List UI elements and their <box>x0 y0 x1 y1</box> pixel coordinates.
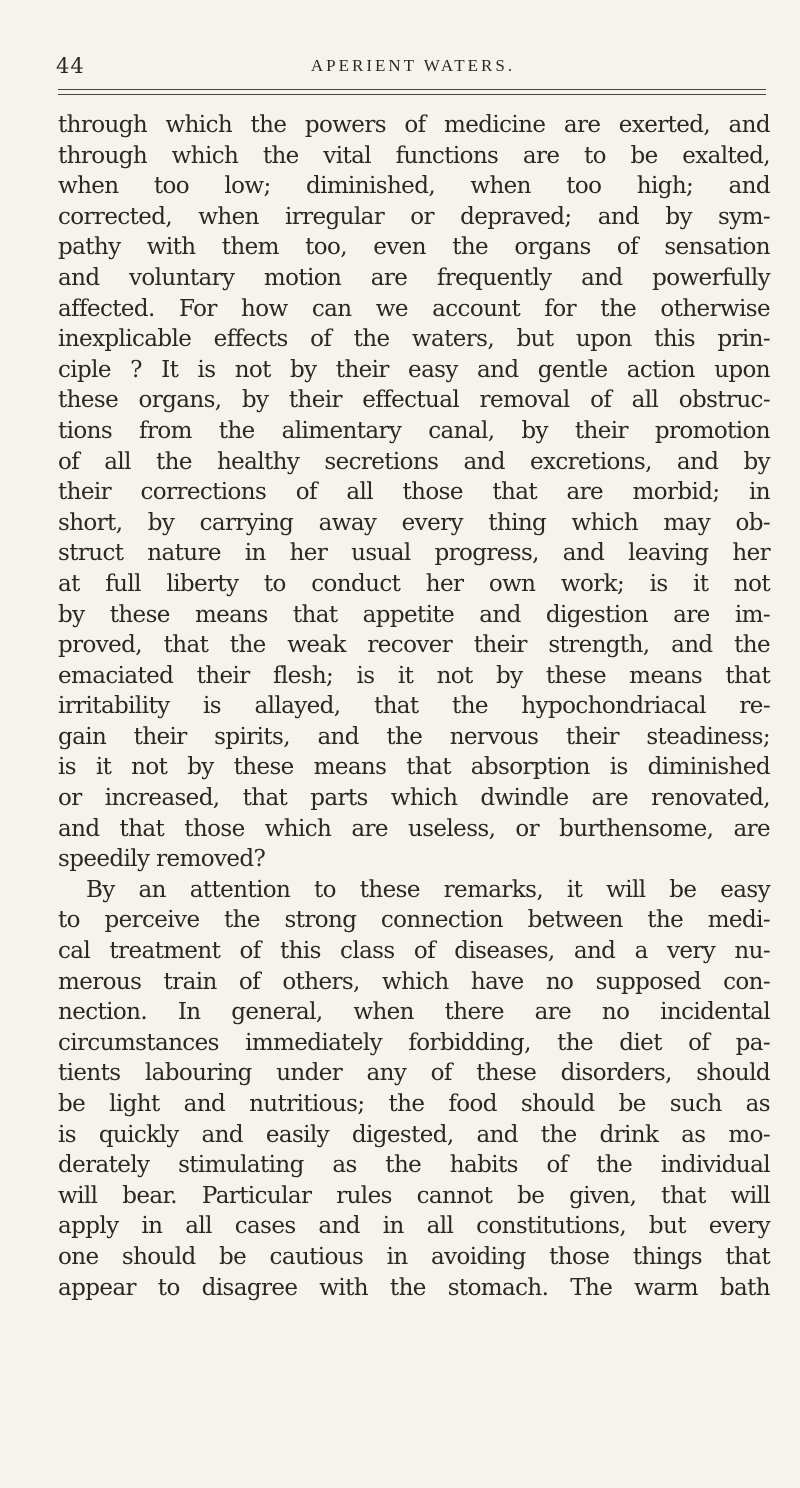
text-line: derately stimulating as the habits of the individual <box>58 1152 770 1179</box>
text-line: is quickly and easily digested, and the drink as mo- <box>58 1121 770 1148</box>
text-line: ciple ? It is not by their easy and gentle action upon <box>58 356 770 383</box>
text-line: appear to disagree with the stomach. The warm bath <box>58 1274 770 1301</box>
header-rule-top <box>58 89 766 90</box>
text-line: tions from the alimentary canal, by their promotion <box>58 417 770 444</box>
text-line: when too low; diminished, when too high; and <box>58 173 770 200</box>
text-line: is it not by these means that absorption is diminished <box>58 754 770 781</box>
text-line: at full liberty to conduct her own work; is it not <box>58 570 770 597</box>
paragraph-start-line: By an attention to these remarks, it will be easy <box>86 876 770 903</box>
body-text <box>58 110 770 1303</box>
text-line: corrected, when irregular or depraved; and by sym- <box>58 203 770 230</box>
text-line: pathy with them too, even the organs of sensation <box>58 234 770 261</box>
text-line: and that those which are useless, or burthensome, are <box>58 815 770 842</box>
text-line: emaciated their flesh; is it not by these means that <box>58 662 770 689</box>
text-line: gain their spirits, and the nervous their steadiness; <box>58 723 770 750</box>
text-line: by these means that appetite and digestion are im- <box>58 601 770 628</box>
text-line: through which the vital functions are to be exalted, <box>58 142 770 169</box>
text-line: nection. In general, when there are no incidental <box>58 999 770 1026</box>
text-line: short, by carrying away every thing which may ob- <box>58 509 770 536</box>
text-line: merous train of others, which have no supposed con- <box>58 968 770 995</box>
text-line: proved, that the weak recover their strength, and the <box>58 632 770 659</box>
text-line: through which the powers of medicine are exerted, and <box>58 112 770 138</box>
header-rule-bottom <box>58 94 766 95</box>
text-line: be light and nutritious; the food should be such as <box>58 1091 770 1117</box>
text-line: their corrections of all those that are morbid; in <box>58 479 770 506</box>
text-line: apply in all cases and in all constitutions, but every <box>58 1213 770 1240</box>
text-line: and voluntary motion are frequently and powerfully <box>58 264 770 291</box>
page-number: 44 <box>56 54 85 78</box>
running-head: APERIENT WATERS. <box>310 56 516 75</box>
text-line: tients labouring under any of these disorders, should <box>58 1060 770 1087</box>
text-line: or increased, that parts which dwindle are renovated, <box>58 785 770 812</box>
text-line: will bear. Particular rules cannot be given, that will <box>58 1182 770 1209</box>
text-line: inexplicable effects of the waters, but upon this prin- <box>58 326 770 353</box>
text-line: to perceive the strong connection between the medi- <box>58 907 770 934</box>
text-line: these organs, by their effectual removal of all obstruc- <box>58 387 770 414</box>
text-line: affected. For how can we account for the otherwise <box>58 295 770 322</box>
text-line: one should be cautious in avoiding those things that <box>58 1243 770 1270</box>
text-line: speedily removed? <box>58 846 266 873</box>
text-line: irritability is allayed, that the hypochondriacal re- <box>58 693 770 720</box>
text-line: circumstances immediately forbidding, the diet of pa- <box>58 1029 770 1056</box>
text-line: of all the healthy secretions and excretions, and by <box>58 448 770 475</box>
text-line: struct nature in her usual progress, and leaving her <box>58 540 770 567</box>
page-header <box>56 54 770 84</box>
text-line: cal treatment of this class of diseases, and a very nu- <box>58 938 770 965</box>
